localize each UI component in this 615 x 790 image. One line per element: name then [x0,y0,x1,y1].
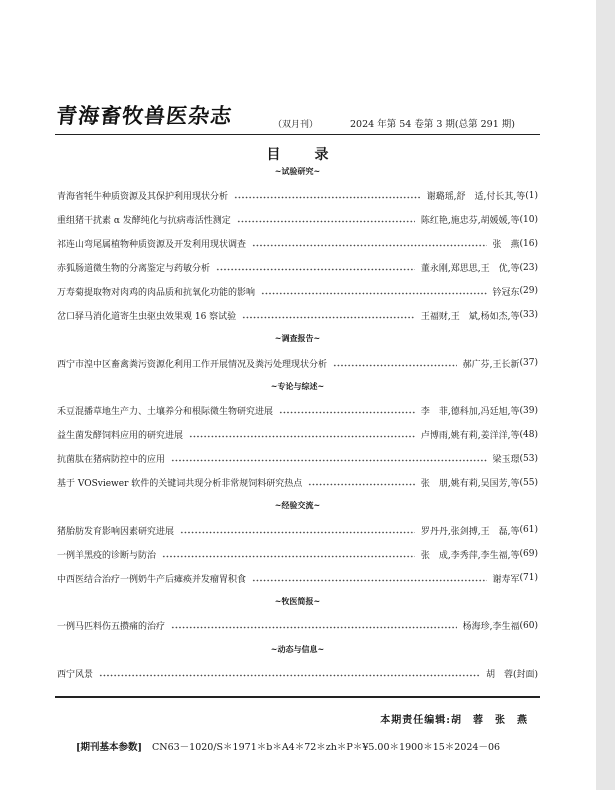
entry-page: (55) [519,477,538,488]
entry-page: (16) [519,238,538,249]
dot-leader [216,268,415,271]
entry-authors: 张 朋,姚有莉,吴国芳,等 [420,479,520,490]
header-rule [55,134,540,135]
entry-page: (61) [519,525,538,536]
entry-page: (封面) [512,670,538,681]
entry-title: 重组猪干扰素 α 发酵纯化与抗病毒活性测定 [57,216,231,227]
responsible-editors: 本期责任编辑:胡 蓉 张 燕 [380,715,528,726]
entry-page: (10) [519,214,538,225]
entry-title: 万寿菊提取物对肉鸡的肉品质和抗氧化功能的影响 [57,287,256,298]
dot-leader [252,579,486,582]
dot-leader [189,435,415,438]
entry-authors: 谢寿军 [492,574,520,585]
dot-leader [162,555,415,558]
toc-entry [57,303,538,327]
entry-authors: 张 成,李秀萍,李生福,等 [420,550,520,561]
entry-authors: 郝广芬,王长新 [462,359,520,370]
toc-entry [57,232,538,256]
entry-authors: 卢博雨,姚有莉,姜洋洋,等 [420,431,520,442]
toc-entry [57,399,538,423]
entry-title: 抗菌肽在猪病防控中的应用 [57,455,166,466]
entry-authors: 罗丹丹,张剑搏,王 磊,等 [420,526,520,537]
entry-title: 岔口驿马消化道寄生虫驱虫效果观 16 察试验 [57,311,237,322]
section-heading: ~动态与信息~ [270,643,325,654]
entry-title: 祁连山弯尾属植物种质资源及开发利用现状调查 [57,240,247,251]
entry-title: 益生菌发酵饲料应用的研究进展 [57,431,184,442]
entry-authors: 谢璐瑶,舒 适,付长其,等 [426,192,526,203]
toc-entry [57,471,538,495]
toc-entry [57,566,538,590]
entry-title: 禾豆混播草地生产力、土壤养分和根际微生物研究进展 [57,407,274,418]
entry-page: (39) [519,405,538,416]
toc-entry [57,351,538,375]
entry-title: 西宁市湟中区畜禽粪污资源化利用工作开展情况及粪污处理现状分析 [57,359,328,370]
table-of-contents [57,160,538,686]
dot-leader [333,364,457,367]
parameters-label: [期刊基本参数] [76,742,142,753]
entry-page: (60) [519,620,538,631]
entry-authors: 杨海珍,李生福 [462,622,520,633]
dot-leader [171,459,486,462]
section-heading: ~牧医简报~ [274,596,321,607]
page-edge [596,0,615,790]
journal-parameters [76,742,500,754]
section-heading: ~经验交流~ [274,500,321,511]
entry-title: 一例羊黑疫的诊断与防治 [57,550,157,561]
section-heading: ~试验研究~ [274,166,321,176]
dot-leader [237,220,415,223]
dot-leader [279,411,415,414]
entry-title: 基于 VOSviewer 软件的关键词共现分析非常规饲料研究热点 [57,479,303,490]
entry-authors: 张 燕 [492,240,520,251]
toc-entry [57,614,538,638]
toc-entry [57,256,538,280]
entry-title: 中西医结合治疗一例奶牛产后瘫痪并发瘤胃积食 [57,574,247,585]
issue-info: 2024 年第 54 卷第 3 期(总第 291 期) [350,119,515,130]
entry-page: (33) [519,310,538,321]
entry-authors: 董永刚,郑思思,王 优,等 [420,264,520,274]
parameters-value: CN63－1020/S＊1971＊b＊A4＊72＊zh＊P＊¥5.00＊1900＊15＊2024－06 [152,742,501,753]
publication-frequency: （双月刊） [273,120,319,130]
toc-entry [57,447,538,471]
entry-title: 赤狐肠道微生物的分离鉴定与药敏分析 [57,264,211,274]
entry-page: (1) [525,190,538,201]
toc-entry [57,518,538,542]
dot-leader [180,531,415,534]
entry-page: (48) [519,429,538,440]
toc-entry [57,184,538,208]
dot-leader [252,244,486,247]
entry-authors: 王福财,王 斌,杨如杰,等 [420,311,520,322]
entry-authors: 钤冠东 [492,287,520,298]
dot-leader [308,483,415,486]
toc-entry [57,279,538,303]
footer-rule [55,696,540,698]
entry-authors: 陈红艳,施忠芬,胡媛媛,等 [420,216,520,227]
toc-entry [57,662,538,686]
entry-page: (69) [519,549,538,560]
toc-entry [57,423,538,447]
section-heading: ~调查报告~ [274,333,321,344]
toc-entry [57,208,538,232]
journal-title: 青海畜牧兽医杂志 [55,103,234,128]
entry-authors: 李 菲,德科加,冯廷旭,等 [420,407,520,418]
entry-page: (23) [519,262,538,273]
entry-title: 猪胎肪发育影响因素研究进展 [57,526,175,537]
entry-authors: 胡 蓉 [485,670,513,681]
entry-page: (71) [519,573,538,584]
entry-title: 西宁风景 [57,670,94,681]
dot-leader [99,674,480,677]
entry-page: (53) [519,453,538,464]
entry-page: (37) [519,358,538,369]
dot-leader [234,196,421,199]
entry-title: 青海省牦牛种质资源及其保护利用现状分析 [57,192,229,203]
dot-leader [242,316,415,319]
dot-leader [171,626,457,629]
toc-title: 目 录 [266,147,339,163]
entry-page: (29) [519,286,538,297]
toc-entry [57,542,538,566]
entry-title: 一例马匹料伤五攒痛的治疗 [57,622,166,633]
section-heading: ~专论与综述~ [270,381,325,392]
dot-leader [261,292,486,295]
entry-authors: 梁玉璟 [492,455,520,466]
